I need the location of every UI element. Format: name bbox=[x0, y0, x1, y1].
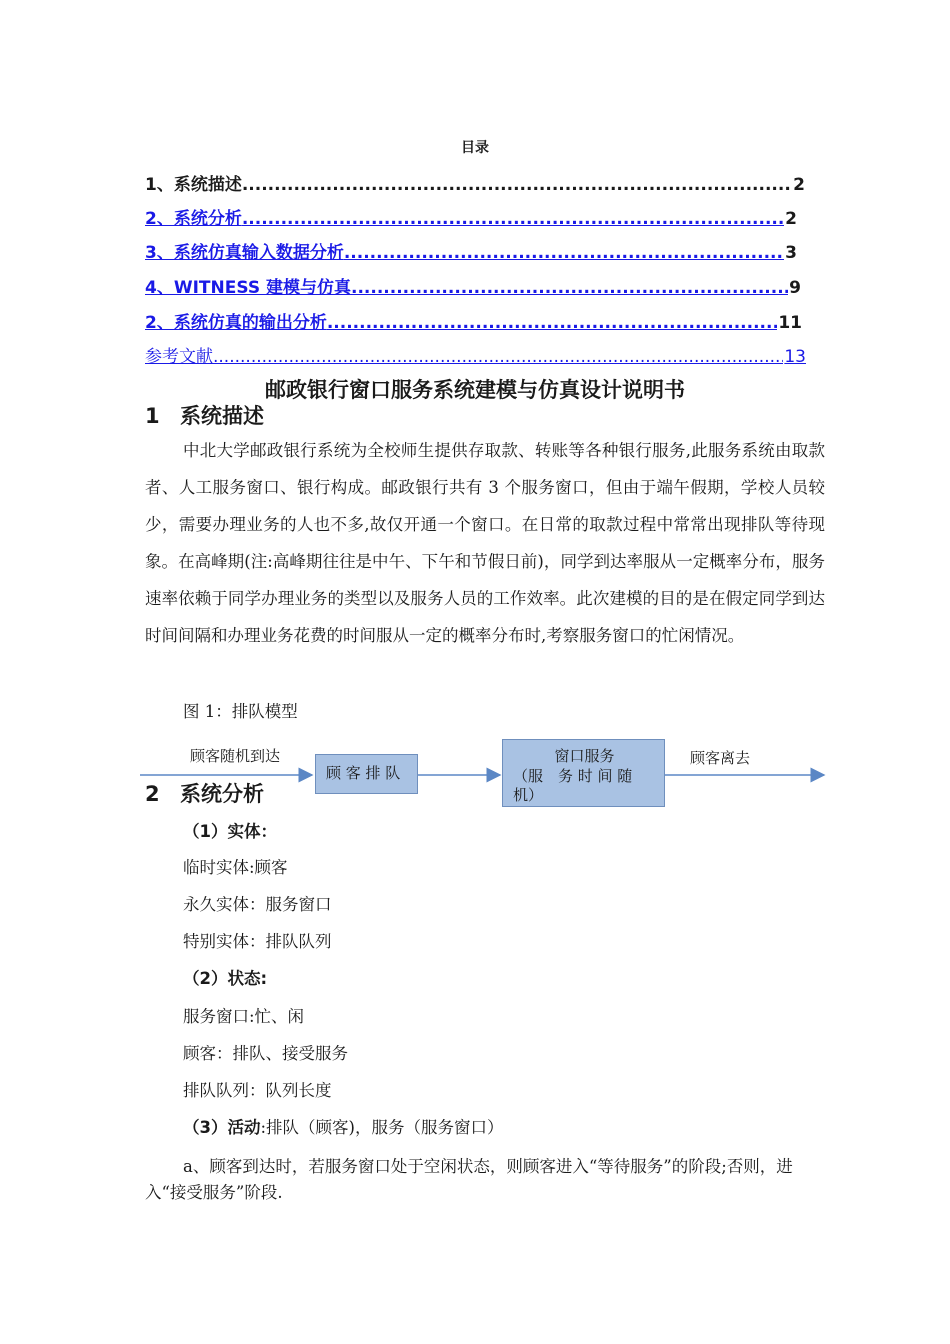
toc-leader bbox=[242, 175, 792, 195]
service-box-line1: 窗口服务 bbox=[554, 747, 615, 765]
toc-entry-link[interactable] bbox=[145, 204, 797, 229]
toc-entry-label: 4、WITNESS 建模与仿真 bbox=[145, 278, 351, 298]
toc-entry-link[interactable] bbox=[145, 273, 801, 298]
figure-caption: 图 1：排队模型 bbox=[183, 702, 298, 721]
subheading-label: （1）实体 bbox=[183, 822, 261, 841]
subheading-rest: :排队（顾客)，服务（服务窗口） bbox=[260, 1118, 504, 1137]
queue-box bbox=[315, 754, 418, 794]
section-heading-1 bbox=[145, 400, 264, 430]
service-box-line2: （服 务 时 间 随 bbox=[513, 767, 633, 785]
toc-leader bbox=[242, 209, 784, 229]
subheading-colon: ： bbox=[260, 822, 277, 841]
state-window: 服务窗口:忙、闲 bbox=[183, 1007, 305, 1026]
toc-entry-page: 3 bbox=[785, 243, 797, 263]
queue-model-diagram bbox=[0, 730, 950, 820]
toc-entry-label: 3、系统仿真输入数据分析 bbox=[145, 243, 344, 263]
section-heading-2 bbox=[145, 778, 264, 808]
document-title: 邮政银行窗口服务系统建模与仿真设计说明书 bbox=[265, 378, 685, 402]
state-queue: 排队队列：队列长度 bbox=[183, 1081, 332, 1100]
toc-entry[interactable] bbox=[145, 170, 805, 195]
queue-box-label: 顾 客 排 队 bbox=[326, 764, 401, 782]
toc-entry-page: 11 bbox=[778, 313, 802, 333]
toc-entry-link[interactable] bbox=[145, 308, 802, 333]
toc-entry-page: 2 bbox=[793, 175, 805, 195]
subheading-label: （3）活动 bbox=[183, 1118, 261, 1137]
toc-entry-page: 9 bbox=[789, 278, 801, 298]
toc-entry-label: 2、系统分析 bbox=[145, 209, 242, 229]
toc-entry-label: 参考文献 bbox=[145, 347, 213, 367]
toc-entry-page: 2 bbox=[785, 209, 797, 229]
toc-entry-link[interactable] bbox=[145, 342, 806, 367]
toc-entry-link[interactable] bbox=[145, 238, 797, 263]
toc-entry-label: 2、系统仿真的输出分析 bbox=[145, 313, 327, 333]
subheading-activities bbox=[183, 1114, 503, 1138]
toc-leader bbox=[351, 278, 788, 298]
toc-title: 目录 bbox=[461, 140, 489, 156]
toc-leader bbox=[327, 313, 777, 333]
toc-entry-page: 13 bbox=[784, 347, 806, 367]
activity-a-paragraph: a、顾客到达时，若服务窗口处于空闲状态，则顾客进入“等待服务”的阶段;否则，进入“接受服务”阶段. bbox=[145, 1157, 793, 1202]
toc-leader bbox=[213, 347, 783, 367]
subheading-colon: : bbox=[260, 969, 268, 988]
entity-permanent: 永久实体：服务窗口 bbox=[183, 895, 332, 914]
toc-entry-label: 1、系统描述 bbox=[145, 175, 242, 195]
entity-special: 特别实体：排队队列 bbox=[183, 932, 332, 951]
section-title: 系统描述 bbox=[180, 404, 264, 428]
entity-temporary: 临时实体:顾客 bbox=[183, 858, 288, 877]
service-box bbox=[502, 739, 665, 807]
subheading-states bbox=[183, 965, 267, 989]
section-number: 2 bbox=[145, 782, 160, 806]
section-1-paragraph: 中北大学邮政银行系统为全校师生提供存取款、转账等各种银行服务,此服务系统由取款者、人工服务窗口、银行构成。邮政银行共有 3 个服务窗口，但由于端午假期，学校人员较少，需要办理业务的人也不多,故仅开通一个窗口。在日常的取款过程中常常出现排队等待现象。在高峰期(注:高峰期往往是中午、下午和节假日前)，同学到达率服从一定概率分布，服务速率依赖于同学办理业务的类型以及服务人员的工作效率。此次建模的目的是在假定同学到达时间间隔和办理业务花费的时间服从一定的概率分布时,考察服务窗口的忙闲情况。 bbox=[145, 441, 825, 645]
leave-label: 顾客离去 bbox=[690, 749, 751, 767]
subheading-entities bbox=[183, 818, 277, 842]
arrival-label: 顾客随机到达 bbox=[190, 747, 281, 765]
section-number: 1 bbox=[145, 404, 160, 428]
subheading-label: （2）状态 bbox=[183, 969, 261, 988]
section-title: 系统分析 bbox=[180, 782, 264, 806]
state-customer: 顾客：排队、接受服务 bbox=[183, 1044, 348, 1063]
toc-leader bbox=[344, 243, 784, 263]
service-box-line3: 机） bbox=[513, 786, 544, 804]
